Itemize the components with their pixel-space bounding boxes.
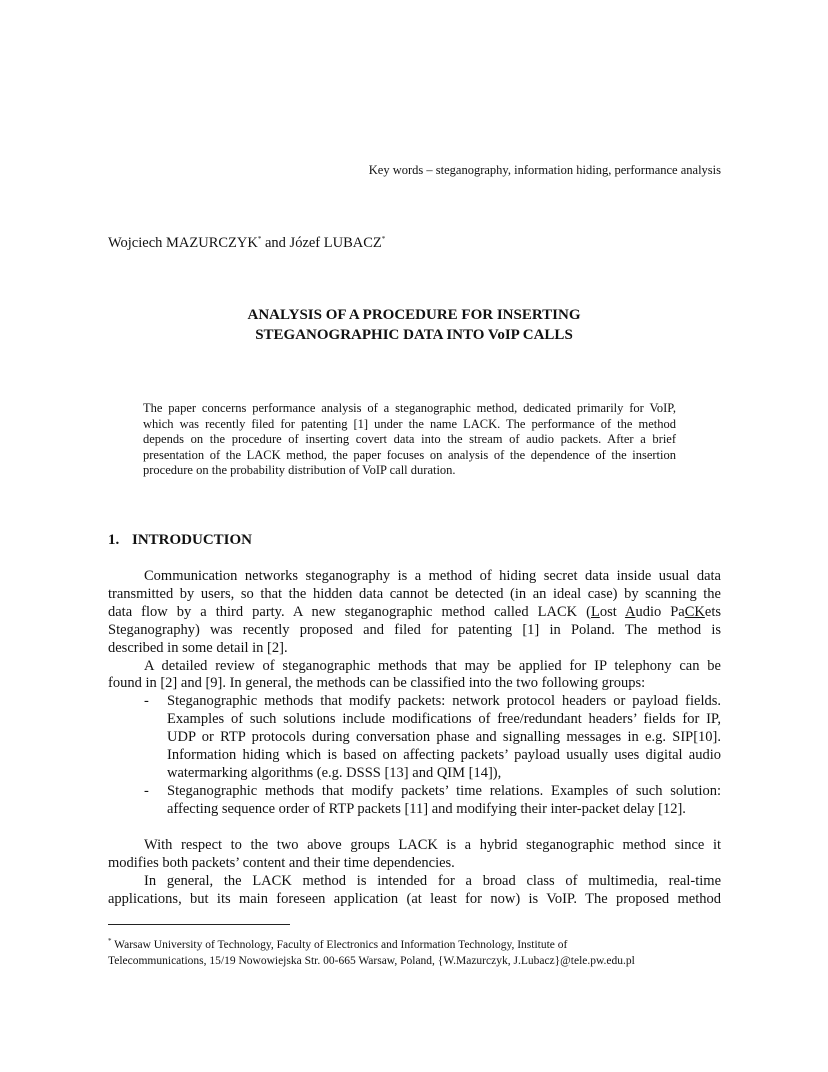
paragraph-line (108, 604, 721, 622)
paragraph-line: With respect to the two above groups LACK is a hybrid steganographic method since it (144, 837, 721, 853)
list-line: watermarking algorithms (e.g. DSSS [13] and QIM [14]), (167, 764, 502, 781)
list-line: Examples of such solutions include modifications of free/redundant headers’ fields for IP, (167, 711, 721, 728)
text-segment: data flow by a third party. A new steganographic method called LACK ( (108, 603, 591, 620)
paragraph-line: Communication networks steganography is a method of hiding secret data inside usual data (144, 568, 721, 584)
section-heading (108, 532, 252, 549)
paragraph-line: Steganography) was recently proposed and filed for patenting [1] in Poland. The method is (108, 621, 721, 638)
keywords-line: Key words – steganography, information hiding, performance analysis (368, 163, 721, 177)
abstract-line: procedure on the probability distribution of VoIP call duration. (143, 463, 456, 478)
acronym-letters: CK (684, 603, 705, 620)
body-text-continued (108, 837, 721, 909)
affiliation-mark-2: * (381, 235, 386, 244)
paragraph-line: transmitted by users, so that the hidden data cannot be detected (in an ideal case) by scanning the (108, 585, 721, 602)
footnote-text: Warsaw University of Technology, Faculty of Electronics and Information Technology, Institute of (111, 938, 568, 951)
author-conjunction: and (261, 235, 290, 251)
acronym-letter: A (624, 603, 636, 620)
title-line-1: ANALYSIS OF A PROCEDURE FOR INSERTING (247, 307, 581, 323)
paragraph-line: modifies both packets’ content and their time dependencies. (108, 854, 455, 871)
list-line: Steganographic methods that modify packets’ time relations. Examples of such solution: (167, 782, 721, 799)
abstract-line: presentation of the LACK method, the paper focuses on analysis of the dependence of the insertion (143, 447, 676, 462)
list-line: affecting sequence order of RTP packets [11] and modifying their inter-packet delay [12]. (167, 800, 686, 817)
list-line: Information hiding which is based on affecting packets’ payload usually uses digital audio (167, 747, 721, 764)
section-title: INTRODUCTION (132, 532, 253, 548)
abstract-line: depends on the procedure of inserting covert data into the stream of audio packets. After a brief (143, 432, 676, 447)
text-segment: ost (599, 603, 625, 620)
abstract (143, 401, 676, 479)
author-line (108, 235, 385, 252)
footnote-divider (108, 924, 290, 925)
title-line-2: STEGANOGRAPHIC DATA INTO VoIP CALLS (255, 327, 573, 343)
text-segment: udio Pa (635, 603, 685, 620)
section-number: 1. (108, 532, 120, 548)
body-text (108, 568, 721, 819)
list-dash: - (144, 782, 149, 799)
list-item (108, 693, 721, 783)
footnote-mark: * (108, 937, 112, 945)
affiliation-mark-1: * (257, 235, 262, 244)
text-segment: ets (704, 603, 721, 620)
footnote-line: Telecommunications, 15/19 Nowowiejska Str. 00-665 Warsaw, Poland, {W.Mazurczyk, J.Lubacz}@tele.pw.edu.pl (108, 954, 635, 967)
list-line: UDP or RTP protocols during conversation phase and signalling messages in e.g. SIP[10]. (167, 729, 721, 746)
paragraph-line: A detailed review of steganographic methods that may be applied for IP telephony can be (144, 657, 721, 674)
paragraph-line: In general, the LACK method is intended for a broad class of multimedia, real-time (144, 872, 721, 889)
paragraph-line: found in [2] and [9]. In general, the methods can be classified into the two following groups: (108, 675, 646, 692)
paragraph-line: described in some detail in [2]. (108, 639, 288, 656)
abstract-line: which was recently filed for patenting [1] under the name LACK. The performance of the method (143, 416, 676, 431)
footnote (108, 933, 728, 969)
list-item (108, 783, 721, 819)
author-name-1: Wojciech MAZURCZYK (108, 235, 258, 251)
list-dash: - (144, 693, 149, 710)
author-name-2: Józef LUBACZ (289, 235, 382, 251)
list-line: Steganographic methods that modify packets: network protocol headers or payload fields. (167, 693, 721, 710)
acronym-letter: L (590, 603, 600, 620)
abstract-line: The paper concerns performance analysis of a steganographic method, dedicated primarily for VoIP, (143, 401, 676, 415)
paper-title (0, 305, 828, 345)
footnote-line (108, 933, 728, 953)
paragraph-line: applications, but its main foreseen application (at least for now) is VoIP. The proposed method (108, 890, 721, 907)
